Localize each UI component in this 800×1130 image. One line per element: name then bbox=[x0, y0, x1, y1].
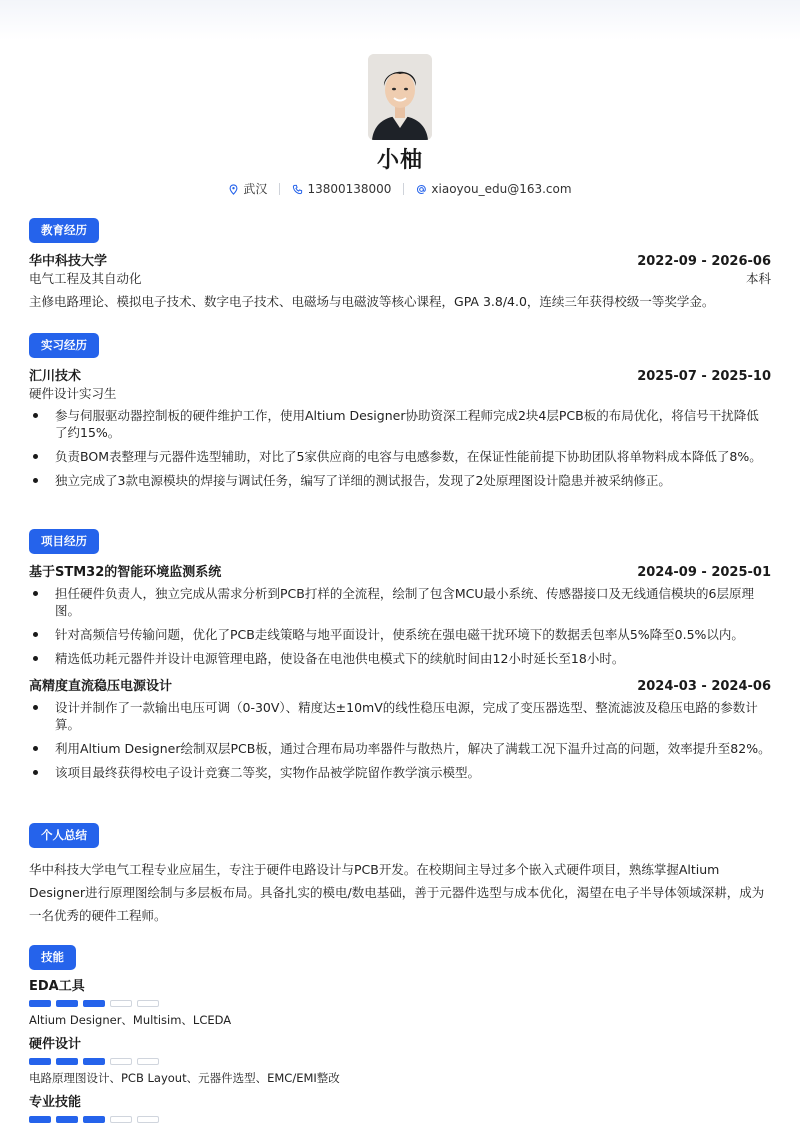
project-title: 高精度直流稳压电源设计 bbox=[29, 679, 173, 694]
skill-level-bar bbox=[29, 1116, 771, 1123]
project-dates: 2024-09 - 2025-01 bbox=[637, 565, 771, 580]
list-item: 针对高频信号传输问题，优化了PCB走线策略与地平面设计，使系统在强电磁干扰环境下的数据丢包率从5%降至0.5%以内。 bbox=[29, 626, 771, 643]
divider bbox=[403, 183, 404, 195]
skill-level-filled bbox=[83, 1000, 105, 1007]
list-item: 设计并制作了一款输出电压可调（0-30V）、精度达±10mV的线性稳压电源，完成了变压器选型、整流滤波及稳压电路的参数计算。 bbox=[29, 699, 771, 733]
summary-text: 华中科技大学电气工程专业应届生，专注于硬件电路设计与PCB开发。在校期间主导过多个嵌入式硬件项目，熟练掌握Altium Designer进行原理图绘制与多层板布局。具备扎实的模电/数电基础，善于元器件选型与成本优化，渴望在电子半导体领域深耕，成为一名优秀的硬件工程师。 bbox=[29, 862, 765, 923]
project-bullets bbox=[29, 699, 771, 781]
contact-location bbox=[228, 180, 267, 198]
location-text: 武汉 bbox=[243, 182, 268, 196]
company-name: 汇川技术 bbox=[29, 369, 82, 384]
education-detail: 主修电路理论、模拟电子技术、数字电子技术、电磁场与电磁波等核心课程，GPA 3.8/4.0，连续三年获得校级一等奖学金。 bbox=[29, 294, 715, 309]
candidate-name: 小柚 bbox=[376, 148, 423, 173]
list-item: 利用Altium Designer绘制双层PCB板，通过合理布局功率器件与散热片，解决了满载工况下温升过高的问题，效率提升至82%。 bbox=[29, 740, 771, 757]
skill-item bbox=[29, 1094, 771, 1123]
skill-level-filled bbox=[56, 1058, 78, 1065]
list-item: 负责BOM表整理与元器件选型辅助，对比了5家供应商的电容与电感参数，在保证性能前提下协助团队将单物料成本降低了8%。 bbox=[29, 448, 771, 465]
skill-level-empty bbox=[110, 1116, 132, 1123]
skill-level-filled bbox=[56, 1000, 78, 1007]
education-section bbox=[29, 218, 771, 313]
skill-level-bar bbox=[29, 1000, 771, 1007]
at-sign-icon bbox=[416, 184, 427, 195]
projects-section bbox=[29, 529, 771, 788]
job-role: 硬件设计实习生 bbox=[29, 386, 117, 401]
project-title: 基于STM32的智能环境监测系统 bbox=[29, 565, 222, 580]
skill-level-filled bbox=[83, 1058, 105, 1065]
contact-phone bbox=[292, 180, 391, 198]
skill-name: EDA工具 bbox=[29, 979, 85, 994]
summary-section bbox=[29, 823, 771, 927]
phone-icon bbox=[292, 184, 303, 195]
skill-level-empty bbox=[137, 1116, 159, 1123]
skill-level-empty bbox=[110, 1000, 132, 1007]
skill-name: 硬件设计 bbox=[29, 1037, 82, 1052]
skill-level-empty bbox=[137, 1000, 159, 1007]
skill-level-filled bbox=[83, 1116, 105, 1123]
section-heading-internship: 实习经历 bbox=[29, 333, 99, 358]
skill-item bbox=[29, 978, 771, 1028]
section-heading-skills: 技能 bbox=[29, 945, 76, 970]
section-heading-summary: 个人总结 bbox=[29, 823, 99, 848]
email-text[interactable]: xiaoyou_edu@163.com bbox=[431, 182, 572, 196]
school-name: 华中科技大学 bbox=[29, 254, 108, 269]
internship-dates: 2025-07 - 2025-10 bbox=[637, 369, 771, 384]
avatar bbox=[368, 54, 432, 140]
contact-email[interactable] bbox=[416, 180, 571, 198]
skill-description: Altium Designer、Multisim、LCEDA bbox=[29, 1013, 232, 1027]
resume-header bbox=[0, 54, 800, 198]
project-dates: 2024-03 - 2024-06 bbox=[637, 679, 771, 694]
list-item: 参与伺服驱动器控制板的硬件维护工作，使用Altium Designer协助资深工程师完成2块4层PCB板的布局优化，将信号干扰降低了约15%。 bbox=[29, 407, 771, 441]
skill-item bbox=[29, 1036, 771, 1086]
skill-level-filled bbox=[56, 1116, 78, 1123]
skill-description: 电路原理图设计、PCB Layout、元器件选型、EMC/EMI整改 bbox=[29, 1071, 340, 1085]
internship-bullets bbox=[29, 407, 771, 489]
skill-level-empty bbox=[110, 1058, 132, 1065]
internship-section bbox=[29, 333, 771, 496]
divider bbox=[279, 183, 280, 195]
phone-text: 13800138000 bbox=[307, 182, 392, 196]
contact-info bbox=[0, 180, 800, 198]
section-heading-education: 教育经历 bbox=[29, 218, 99, 243]
skills-section bbox=[29, 945, 771, 1130]
list-item: 独立完成了3款电源模块的焊接与调试任务，编写了详细的测试报告，发现了2处原理图设计隐患并被采纳修正。 bbox=[29, 472, 771, 489]
project-item bbox=[29, 564, 771, 667]
project-item bbox=[29, 678, 771, 781]
major: 电气工程及其自动化 bbox=[29, 271, 142, 286]
project-bullets bbox=[29, 585, 771, 667]
map-pin-icon bbox=[228, 184, 239, 195]
list-item: 担任硬件负责人，独立完成从需求分析到PCB打样的全流程，绘制了包含MCU最小系统、传感器接口及无线通信模块的6层原理图。 bbox=[29, 585, 771, 619]
skill-level-empty bbox=[137, 1058, 159, 1065]
skills-list bbox=[29, 978, 771, 1123]
list-item: 精选低功耗元器件并设计电源管理电路，使设备在电池供电模式下的续航时间由12小时延长至18小时。 bbox=[29, 650, 771, 667]
top-band bbox=[0, 0, 800, 40]
list-item: 该项目最终获得校电子设计竞赛二等奖，实物作品被学院留作教学演示模型。 bbox=[29, 764, 771, 781]
section-heading-projects: 项目经历 bbox=[29, 529, 99, 554]
skill-level-filled bbox=[29, 1000, 51, 1007]
skill-level-bar bbox=[29, 1058, 771, 1065]
skill-level-filled bbox=[29, 1116, 51, 1123]
skill-level-filled bbox=[29, 1058, 51, 1065]
education-dates: 2022-09 - 2026-06 bbox=[637, 254, 771, 269]
degree: 本科 bbox=[745, 271, 771, 286]
skill-name: 专业技能 bbox=[29, 1095, 82, 1110]
